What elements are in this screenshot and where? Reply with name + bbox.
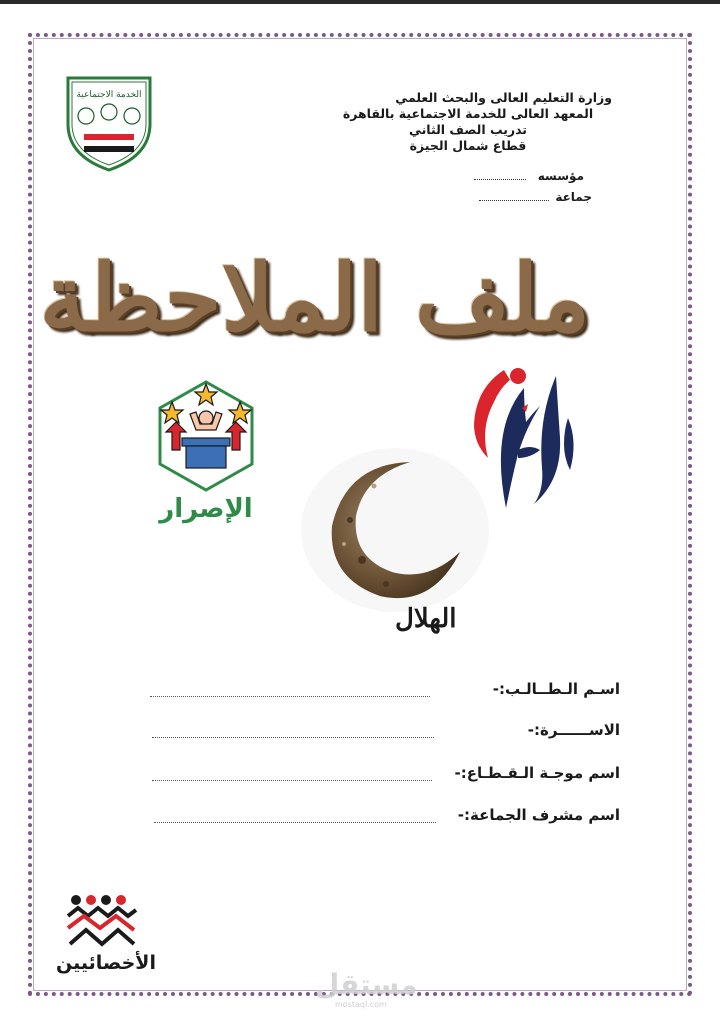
field-sector-supervisor xyxy=(152,764,620,786)
crescent-label: الهلال xyxy=(395,604,457,634)
header-line-sector: قطاع شمال الجيزة xyxy=(409,138,527,153)
header-line-training: تدريب الصف الثاني xyxy=(408,122,528,137)
institution-label: مؤسسه xyxy=(537,169,584,183)
field-group-supervisor-label: اسم مشرف الجماعة:- xyxy=(457,806,620,824)
header-line-ministry: وزارة التعليم العالى والبحث العلمي xyxy=(395,90,612,105)
field-student-name-label: اسـم الـطــالـب:- xyxy=(492,680,620,698)
institution-dots[interactable] xyxy=(474,169,526,180)
field-sector-supervisor-input[interactable] xyxy=(152,780,432,781)
watermark-text: مستقل xyxy=(315,968,418,1001)
group-label: جماعة xyxy=(555,190,592,204)
field-family-input[interactable] xyxy=(152,737,434,738)
persistence-podium-icon xyxy=(154,378,258,494)
crescent-icon xyxy=(300,440,490,612)
header-line-institute: المعهد العالى للخدمة الاجتماعية بالقاهرة xyxy=(342,106,594,121)
field-group-supervisor-input[interactable] xyxy=(154,822,436,823)
group-field xyxy=(479,190,592,204)
field-student-name-input[interactable] xyxy=(150,696,430,697)
specialists-people-icon xyxy=(64,892,140,950)
persistence-label: الإصرار xyxy=(159,494,253,524)
institute-seal-icon xyxy=(62,70,156,174)
top-bar xyxy=(0,0,720,4)
field-family-label: الاســــــرة:- xyxy=(527,721,620,739)
specialists-label: الأخصائيين xyxy=(56,952,156,974)
svg-text:ﺍﻟﺨﺪﻣﺔ ﺍﻻﺟﺘﻤﺎﻋﻴﺔ: ﺍﻟﺨﺪﻣﺔ ﺍﻻﺟﺘﻤﺎﻋﻴﺔ xyxy=(76,90,142,100)
page-title: ملف الملاحظة xyxy=(39,244,590,352)
field-sector-supervisor-label: اسم موجـة الـقـطـاع:- xyxy=(454,764,620,782)
group-dots[interactable] xyxy=(479,190,549,201)
field-family xyxy=(152,721,620,743)
field-group-supervisor xyxy=(154,806,620,828)
header-block xyxy=(318,90,618,154)
field-student-name xyxy=(150,680,620,702)
watermark-subtext: mostaql.com xyxy=(335,1000,387,1009)
institution-field xyxy=(474,169,584,183)
